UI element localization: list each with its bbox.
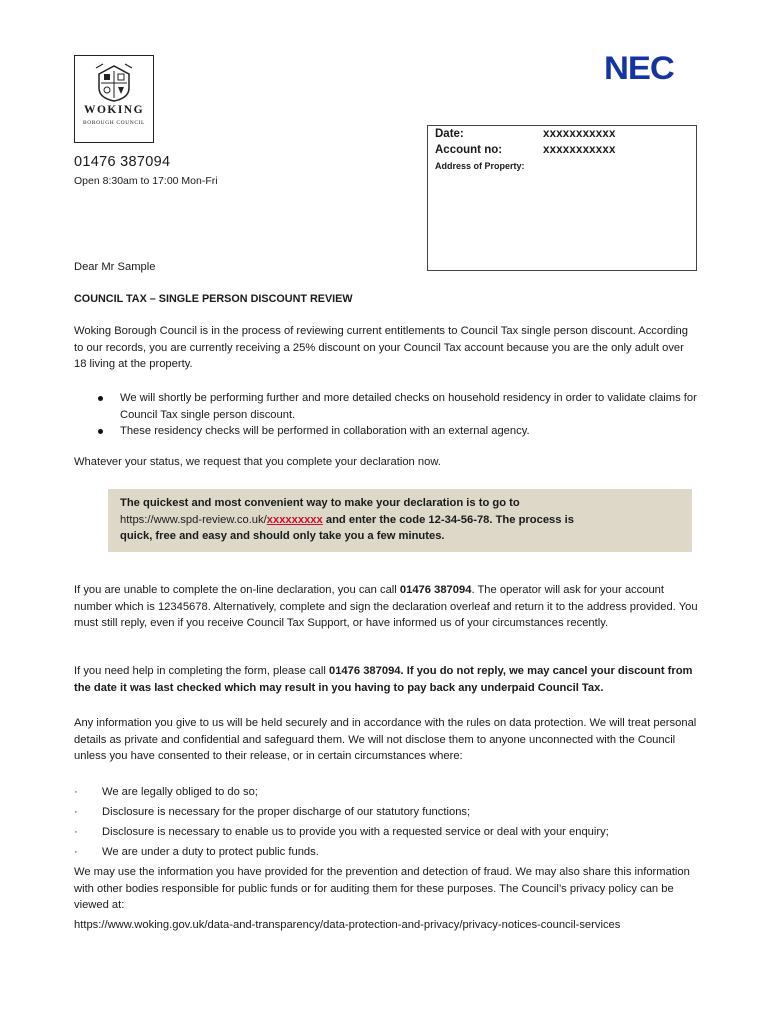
crest-icon xyxy=(95,62,133,102)
declaration-url[interactable]: https://www.spd-review.co.uk/ xyxy=(120,513,267,526)
list-item xyxy=(74,844,714,864)
circumstances-list xyxy=(74,784,714,864)
help-warning: . If you do not reply, we may cancel your discount from the date it was last checked which may result in you having to pay back any underpaid Council Tax. xyxy=(74,665,693,694)
callout-line-1: The quickest and most convenient way to make your declaration is to go to xyxy=(120,497,520,509)
bullet-text: We will shortly be performing further and more detailed checks on household residency in order to validate claims for Council Tax single person discount. xyxy=(120,392,697,421)
help-paragraph xyxy=(74,663,699,696)
callout-line-3: quick, free and easy and should only take you a few minutes. xyxy=(120,530,445,542)
account-value: xxxxxxxxxxx xyxy=(543,144,616,156)
bullet-icon xyxy=(98,396,103,401)
logo-name: WOKING xyxy=(83,104,145,116)
account-info-box xyxy=(427,125,697,271)
residency-bullets xyxy=(74,390,699,440)
offline-text-rest: . The operator will ask for your account number which is 12345678. Alternatively, complete and sign the declaration overleaf and return it to the address provided. You must still reply, even if you receive Council Tax Support, or have informed us of your circumstances recently. xyxy=(74,584,698,629)
sharing-paragraph: We may use the information you have provided for the prevention and detection of fraud. We may also share this information with other bodies responsible for public funds or for auditing them for these purposes. The Council’s privacy policy can be viewed at: xyxy=(74,866,690,911)
logo-subtitle: BOROUGH COUNCIL xyxy=(82,120,145,126)
date-value: xxxxxxxxxxx xyxy=(543,128,616,140)
contact-phone: 01476 387094 xyxy=(74,154,171,170)
date-label: Date: xyxy=(435,128,464,140)
declaration-url-code[interactable]: xxxxxxxxx xyxy=(266,513,323,526)
nec-logo: NEC xyxy=(604,50,674,86)
offline-text: If you are unable to complete the on-line declaration, you can call xyxy=(74,584,400,596)
help-text: If you need help in completing the form, please call xyxy=(74,665,329,677)
data-protection-paragraph: Any information you give to us will be held securely and in accordance with the rules on data protection. We will treat personal details as private and confidential and safeguard them. We will not disclose them to anyone unconnected with the Council unless you have consented to their release, or in certain circumstances where: xyxy=(74,717,697,762)
offline-paragraph xyxy=(74,582,699,632)
circumstance-text: We are under a duty to protect public funds. xyxy=(102,846,319,858)
offline-phone: 01476 387094 xyxy=(399,584,472,596)
list-item xyxy=(74,784,714,804)
list-item xyxy=(74,390,699,423)
account-label: Account no: xyxy=(435,144,503,156)
opening-hours: Open 8:30am to 17:00 Mon-Fri xyxy=(74,175,218,187)
list-item xyxy=(74,804,714,824)
circumstance-text: We are legally obliged to do so; xyxy=(102,786,258,798)
bullet-text: These residency checks will be performed in collaboration with an external agency. xyxy=(120,425,530,437)
bullet-icon: · xyxy=(74,826,78,838)
bullet-icon: · xyxy=(74,806,78,818)
intro-paragraph: Woking Borough Council is in the process of reviewing current entitlements to Council Tax single person discount. According to our records, you are currently receiving a 25% discount on your Council Tax account because you are the only adult over 18 living at the property. xyxy=(74,325,688,370)
privacy-url[interactable]: https://www.woking.gov.uk/data-and-transparency/data-protection-and-privacy/privacy-notices-council-services xyxy=(74,919,621,931)
help-phone: 01476 387094 xyxy=(328,665,401,677)
bullet-icon: · xyxy=(74,846,78,858)
callout-code-text: and enter the code 12-34-56-78. The process is xyxy=(322,513,574,526)
letter-heading: COUNCIL TAX – SINGLE PERSON DISCOUNT REVIEW xyxy=(74,293,353,305)
council-logo xyxy=(74,55,154,143)
circumstance-text: Disclosure is necessary for the proper discharge of our statutory functions; xyxy=(102,806,471,818)
salutation: Dear Mr Sample xyxy=(74,261,156,273)
bullet-icon xyxy=(98,429,103,434)
circumstance-text: Disclosure is necessary to enable us to provide you with a requested service or deal with your enquiry; xyxy=(102,826,609,838)
list-item xyxy=(74,423,699,440)
address-label: Address of Property: xyxy=(435,161,525,171)
status-request: Whatever your status, we request that you complete your declaration now. xyxy=(74,456,441,468)
list-item xyxy=(74,824,714,844)
callout-line-2 xyxy=(120,512,680,529)
bullet-icon: · xyxy=(74,786,78,798)
online-declaration-callout xyxy=(108,489,692,552)
